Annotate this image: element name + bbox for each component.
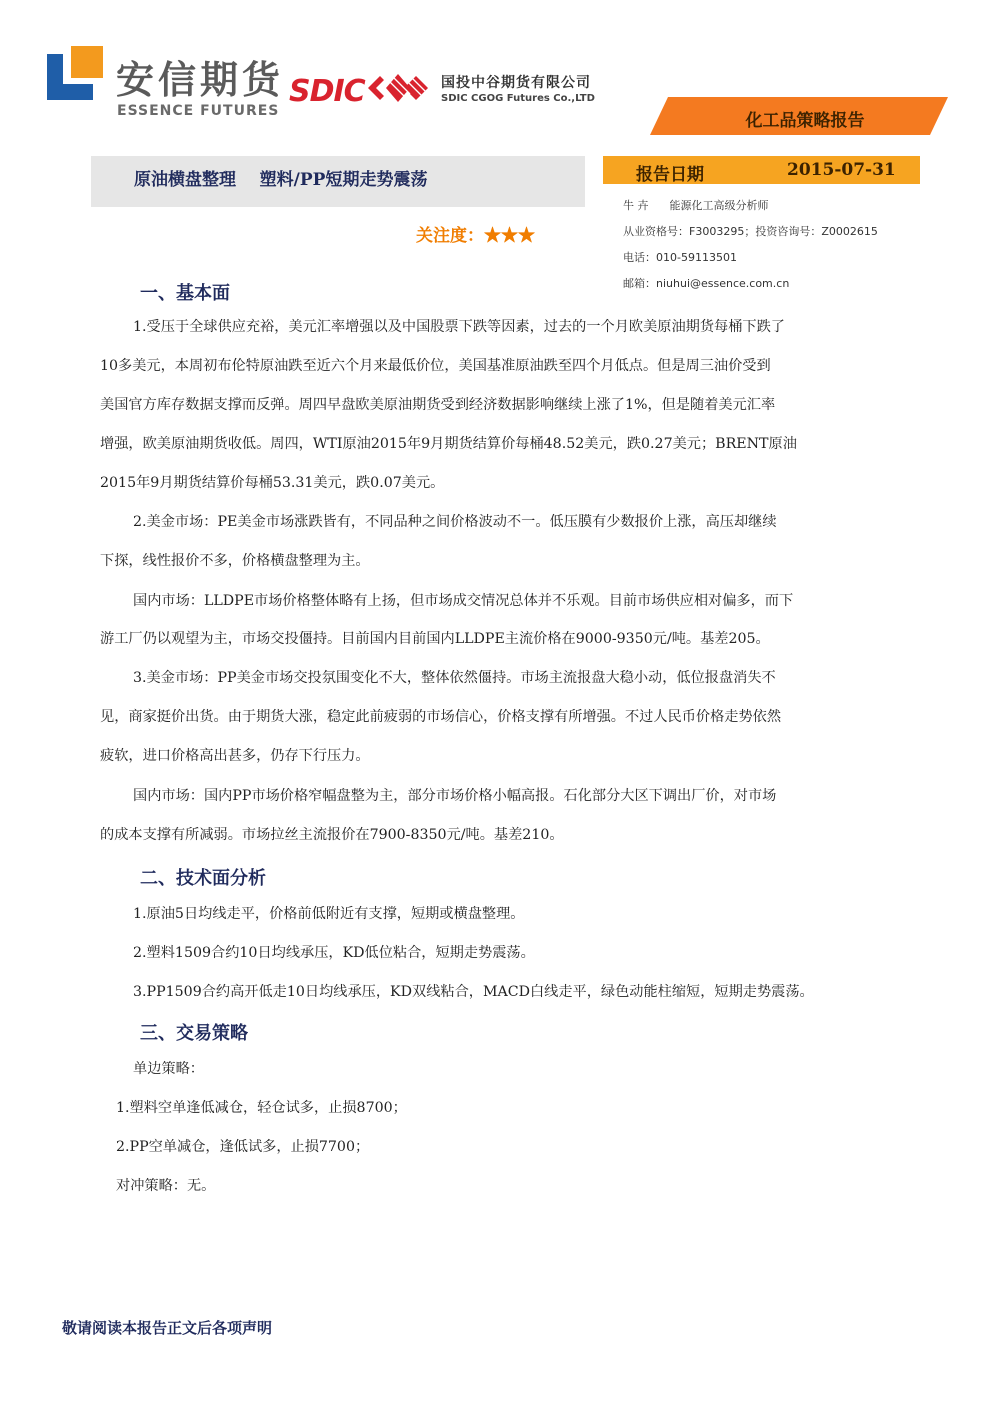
sdic-company-english: SDIC CGOG Futures Co.,LTD [441,93,595,104]
section-heading-technical: 二、技术面分析 [140,868,266,889]
strategy-hedge: 对冲策略：无。 [116,1178,216,1194]
star-rating: ★★★ [484,226,535,246]
paragraph-line: 1.受压于全球供应充裕，美元汇率增强以及中国股票下跌等因素，过去的一个月欧美原油期货每桶下跌了 [133,319,785,335]
paragraph-line: 见，商家挺价出货。由于期货大涨，稳定此前疲弱的市场信心，价格支撑有所增强。不过人民币价格走势依然 [100,709,782,725]
report-title: 原油横盘整理 塑料/PP短期走势震荡 [134,170,428,190]
paragraph-line: 2.美金市场：PE美金市场涨跌皆有，不同品种之间价格波动不一。低压膜有少数报价上涨，高压却继续 [133,514,777,530]
sdic-logo-text: SDIC [289,74,365,109]
report-date-value: 2015-07-31 [787,160,896,180]
essence-logo-text: 安信期货 [116,58,285,102]
report-date-label: 报告日期 [636,165,704,185]
report-category: 化工品策略报告 [745,111,865,131]
strategy-single-label: 单边策略： [133,1061,204,1077]
analyst-email: 邮箱：niuhui@essence.com.cn [623,277,790,290]
paragraph-line: 10多美元，本周初布伦特原油跌至近六个月来最低价位，美国基准原油跌至四个月低点。但是周三油价受到 [100,358,771,374]
sdic-logo-mark [368,70,428,106]
section-heading-strategy: 三、交易策略 [140,1023,248,1044]
strategy-item: 2.PP空单减仓，逢低试多，止损7700； [116,1139,370,1155]
paragraph-line: 国内市场：国内PP市场价格窄幅盘整为主，部分市场价格小幅高报。石化部分大区下调出厂价，对市场 [133,788,777,804]
paragraph-line: 2015年9月期货结算价每桶53.31美元，跌0.07美元。 [100,475,445,491]
technical-item: 1.原油5日均线走平，价格前低附近有支撑，短期或横盘整理。 [133,906,525,922]
paragraph-line: 游工厂仍以观望为主，市场交投僵持。目前国内目前国内LLDPE主流价格在9000-9350元/吨。基差205。 [100,631,770,647]
paragraph-line: 增强，欧美原油期货收低。周四，WTI原油2015年9月期货结算价每桶48.52美元，跌0.27美元；BRENT原油 [100,436,797,452]
section-heading-fundamentals: 一、基本面 [140,283,230,304]
paragraph-line: 下探，线性报价不多，价格横盘整理为主。 [100,553,370,569]
paragraph-line: 的成本支撑有所减弱。市场拉丝主流报价在7900-8350元/吨。基差210。 [100,827,564,843]
analyst-license: 从业资格号：F3003295；投资咨询号：Z0002615 [623,225,878,238]
analyst-phone: 电话：010-59113501 [623,251,737,264]
paragraph-line: 疲软，进口价格高出甚多，仍存下行压力。 [100,748,370,764]
paragraph-line: 美国官方库存数据支撑而反弹。周四早盘欧美原油期货受到经济数据影响继续上涨了1%，但是随着美元汇率 [100,397,776,413]
paragraph-line: 3.美金市场：PP美金市场交投氛围变化不大，整体依然僵持。市场主流报盘大稳小动，低位报盘消失不 [133,670,776,686]
technical-item: 3.PP1509合约高开低走10日均线承压，KD双线粘合，MACD白线走平，绿色动能柱缩短，短期走势震荡。 [133,984,814,1000]
essence-logo-mark [47,46,103,100]
technical-item: 2.塑料1509合约10日均线承压，KD低位粘合，短期走势震荡。 [133,945,535,961]
sdic-company-name: 国投中谷期货有限公司 [441,75,591,91]
analyst-name: 牛 卉 能源化工高级分析师 [623,199,769,212]
essence-logo-english: ESSENCE FUTURES [117,103,280,119]
disclaimer-note: 敬请阅读本报告正文后各项声明 [62,1319,273,1337]
paragraph-line: 国内市场：LLDPE市场价格整体略有上扬，但市场成交情况总体并不乐观。目前市场供应相对偏多，而下 [133,593,794,609]
strategy-item: 1.塑料空单逢低减仓，轻仓试多，止损8700； [116,1100,407,1116]
focus-label: 关注度： [416,226,484,246]
focus-rating [416,221,535,246]
